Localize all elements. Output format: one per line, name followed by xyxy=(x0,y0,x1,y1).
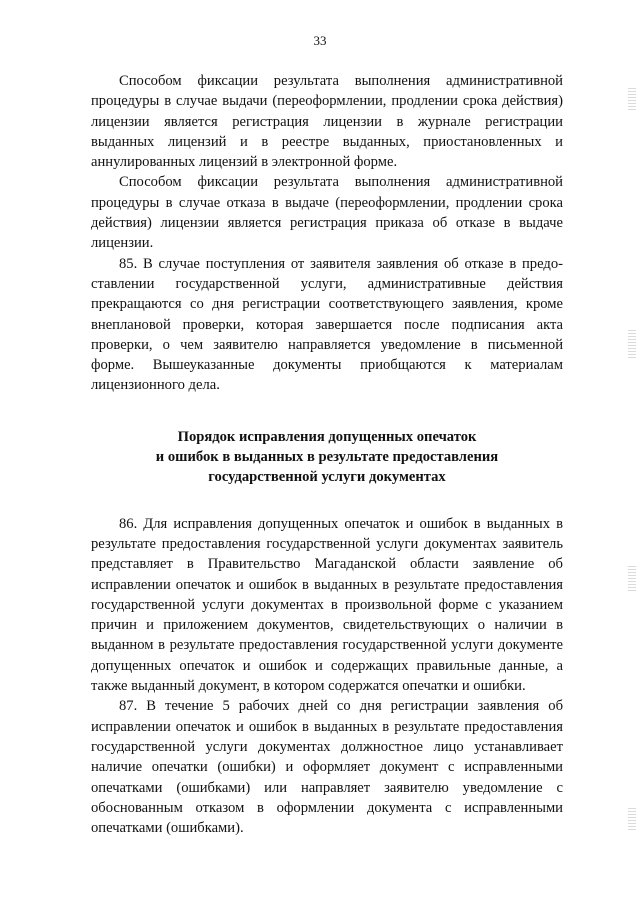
scan-mark xyxy=(628,330,636,360)
paragraph-87: 87. В течение 5 рабочих дней со дня регистрации заявления об исправлении опечаток и ошибок в выданных в результате предоставления государственной услуги документах должностное лицо устанавливает наличие опечатки (ошибки) и оформляет документ с исправленными опечатками (ошибками) или направляет заявителю уведомление с обоснованным отказом в оформлении документа с исправленными опечатками (ошибками). xyxy=(91,698,563,837)
scan-mark xyxy=(628,808,636,832)
section-heading-line-3: государственной услуги документах xyxy=(208,469,446,486)
paragraph-85: 85. В случае поступления от заявителя заявления об отказе в предоставлении государственной услуги, административные действия прекращаются со дня регистрации соответствующего заявления, кроме внеплановой проверки, которая завершается после подписания акта проверки, о чем заявителю направляется уведомление в письменной форме. Вышеуказанные документы приобщаются к материалам лицензионного дела. xyxy=(91,255,563,394)
section-heading xyxy=(91,427,563,488)
spacer xyxy=(91,488,563,514)
page-body xyxy=(91,71,563,838)
section-heading-line-1: Порядок исправления допущенных опечаток xyxy=(177,428,477,445)
paragraph-result-fixation-refusal: Способом фиксации результата выполнения административной процедуры в случае отказа в выдаче (переоформлении, продлении срока действия) лицензии является регистрация приказа об отказе в выдаче лицензии. xyxy=(91,174,563,252)
scan-margin-marks xyxy=(624,0,636,905)
scan-mark xyxy=(628,88,636,112)
page-number: 33 xyxy=(313,33,327,48)
section-heading-line-2: и ошибок в выданных в результате предоставления xyxy=(155,449,499,466)
scan-mark xyxy=(628,566,636,592)
paragraph-86: 86. Для исправления допущенных опечаток и ошибок в выданных в результате предоставления государственной услуги документах заявитель представляет в Правительство Магаданской области заявление об исправлении опечаток и ошибок в выданных в результате предоставления государственной услуги документах в произвольной форме с указанием причин и приложением документов, свидетельствующих о наличии в выданном в результате предоставления государственной услуги документе допущенных опечаток и ошибок и содержащих правильные данные, а также выданный документ, в котором содержатся опечатки и ошибки. xyxy=(91,515,563,695)
paragraph-result-fixation-issuance: Способом фиксации результата выполнения административной процедуры в случае выдачи (переоформлении, продлении срока действия) лицензии является регистрация лицензии в журнале регистрации выданных лицензий и в реестре выданных, приостановленных и аннулированных лицензий в электронной форме. xyxy=(91,73,563,171)
